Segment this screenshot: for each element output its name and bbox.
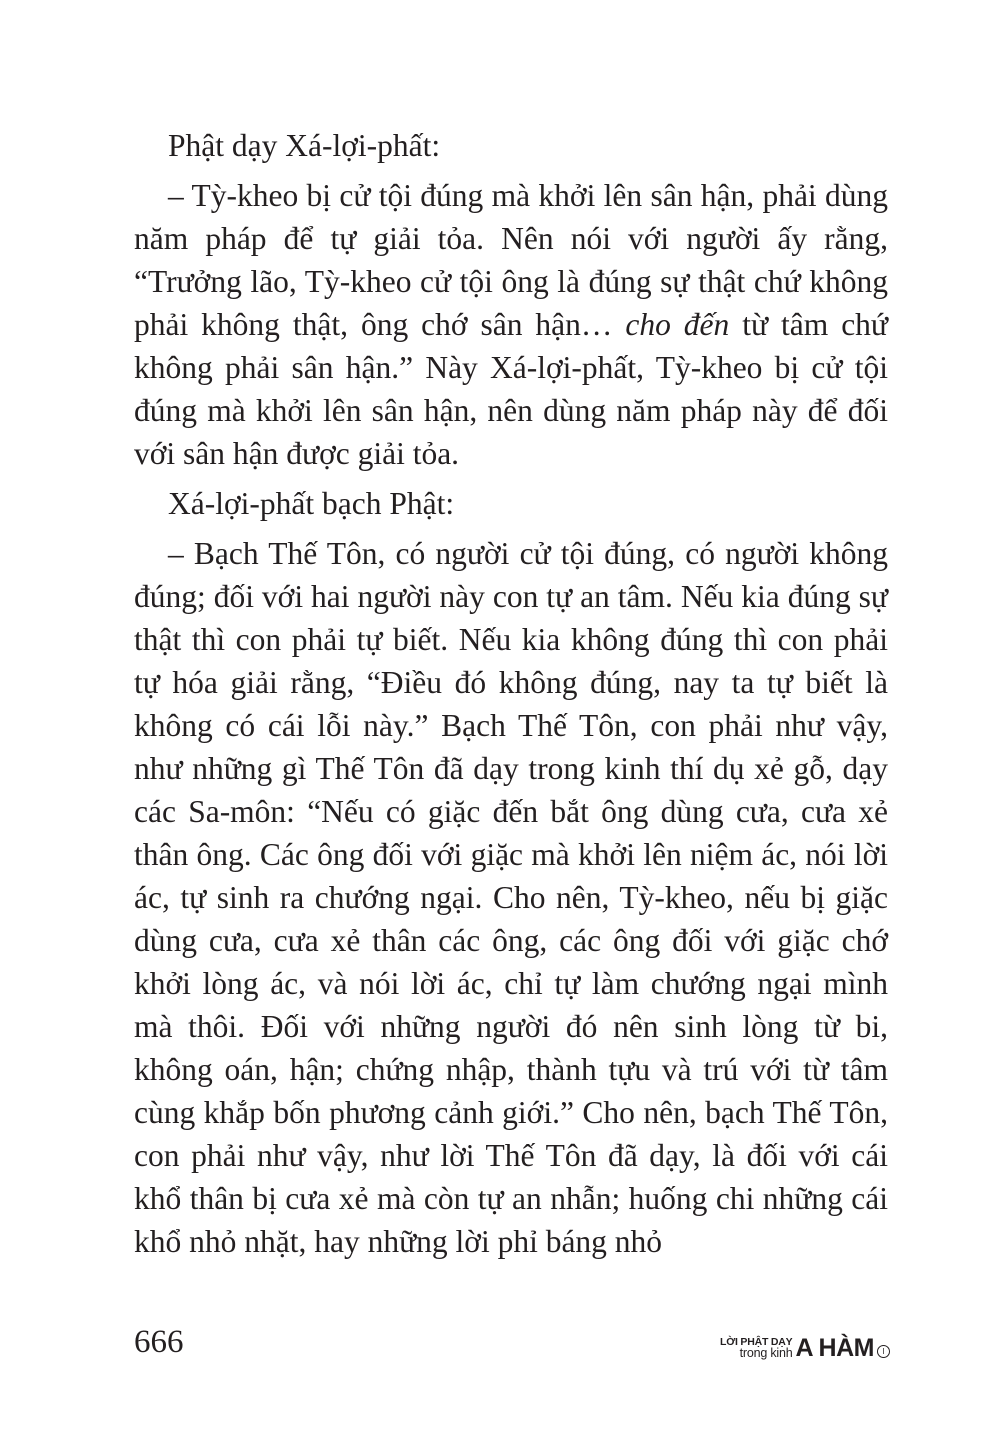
paragraph-text: – Bạch Thế Tôn, có người cử tội đúng, có người không đúng; đối với hai người này con tự an tâm. Nếu kia đúng sự thật thì con phải tự biết. Nếu kia không đúng thì con phải tự hóa giải rằng, “Điều đó không đúng, nay ta tự biết là không có cái lỗi này.” Bạch Thế Tôn, con phải như vậy, như những gì Thế Tôn đã dạy trong kinh thí dụ xẻ gỗ, dạy các Sa-môn: “Nếu có giặc đến bắt ông dùng cưa, cưa xẻ thân ông. Các ông đối với giặc mà khởi lên niệm ác, nói lời ác, tự sinh ra chướng ngại. Cho nên, Tỳ-kheo, nếu bị giặc dùng cưa, cưa xẻ thân các ông, các ông đối với giặc chớ khởi lòng ác, và nói lời ác, chỉ tự làm chướng ngại mình mà thôi. Đối với những người đó nên sinh lòng từ bi, không oán, hận; chứng nhập, thành tựu và trú với từ tâm cùng khắp bốn phương cảnh giới.” Cho nên, bạch Thế Tôn, con phải như vậy, như lời Thế Tôn đã dạy, là đối với cái khổ thân bị cưa xẻ mà còn tự an nhẫn; huống chi những cái khổ nhỏ nhặt, hay những lời phỉ báng nhỏ [134,536,888,1259]
volume-badge: I [877,1345,890,1358]
paragraph [134,174,888,475]
paragraph [134,482,888,525]
paragraph [134,532,888,1263]
page-body [134,124,888,1270]
paragraph [134,124,888,167]
book-title-logo [720,1332,890,1364]
paragraph-italic-text: cho đến [625,307,730,342]
book-title-top: LỜI PHẬT DẠY [720,1335,793,1348]
paragraph-text: Xá-lợi-phất bạch Phật: [168,486,455,521]
page-number: 666 [134,1324,184,1360]
paragraph-text: – Tỳ-kheo bị cử tội đúng mà khởi lên sân hận, phải dùng năm pháp để tự giải tỏa. Nên nói với người ấy rằng, “Trưởng lão, Tỳ-kheo cử tội ông là đúng sự thật chứ không phải không thật, ông chớ sân hận… [134,178,888,342]
paragraph-text: từ tâm chứ không phải sân hận.” Này Xá-lợi-phất, Tỳ-kheo bị cử tội đúng mà khởi lên sân hận, nên dùng năm pháp này để đối với sân hận được giải tỏa. [134,307,888,471]
paragraph-text: Phật dạy Xá-lợi-phất: [168,128,441,163]
book-title-main: A HÀM [795,1333,874,1362]
book-title-bottom: trong kinh [739,1346,793,1360]
book-title-stack [720,1337,792,1360]
